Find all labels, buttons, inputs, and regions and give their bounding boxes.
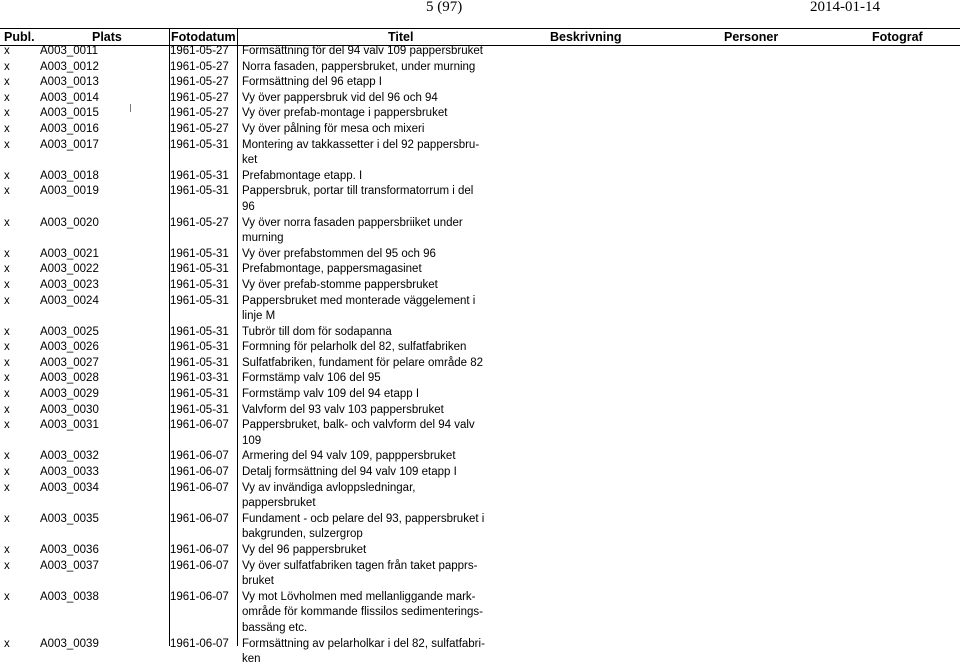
table-row: [0, 60, 960, 76]
titel-line: Formstämp valv 106 del 95: [242, 372, 381, 385]
titel-cell: [242, 138, 492, 169]
publ-cell: x: [4, 91, 10, 104]
titel-cell: [242, 512, 492, 543]
plats-cell: A003_0018: [40, 169, 99, 182]
plats-cell: A003_0020: [40, 216, 99, 229]
publ-cell: x: [4, 45, 10, 57]
titel-line: Formsättning för del 94 valv 109 pappersbruket: [242, 45, 483, 57]
table-row: [0, 465, 960, 481]
titel-line: Prefabmontage etapp. I: [242, 169, 363, 182]
plats-cell: A003_0029: [40, 388, 99, 401]
fotodatum-cell: 1961-05-31: [170, 263, 229, 276]
plats-cell: A003_0011: [40, 45, 98, 57]
titel-line: Vy över pålning för mesa och mixeri: [242, 122, 425, 135]
titel-line: Vy mot Lövholmen med mellanliggande mark-: [242, 590, 476, 603]
titel-line: Vy över sulfatfabriken tagen från taket papprs-: [242, 559, 478, 572]
titel-line: 109: [242, 434, 262, 447]
publ-cell: x: [4, 372, 10, 385]
plats-cell: A003_0015: [40, 107, 99, 120]
publ-cell: x: [4, 263, 10, 276]
plats-cell: A003_0023: [40, 278, 99, 291]
titel-line: bakgrunden, sulzergrop: [242, 528, 363, 541]
titel-cell: [242, 559, 492, 590]
table-row: [0, 91, 960, 107]
publ-cell: x: [4, 76, 10, 89]
publ-cell: x: [4, 388, 10, 401]
publ-cell: x: [4, 278, 10, 291]
titel-cell: [242, 262, 492, 278]
publ-cell: x: [4, 356, 10, 369]
titel-line: Montering av takkassetter i del 92 pappersbru-: [242, 138, 480, 151]
titel-cell: [242, 184, 492, 215]
plats-cell: A003_0039: [40, 637, 99, 650]
fotodatum-cell: 1961-05-31: [170, 388, 229, 401]
titel-line: ken: [242, 653, 261, 666]
fotodatum-cell: 1961-06-07: [170, 637, 229, 650]
plats-cell: A003_0013: [40, 76, 99, 89]
table-row: [0, 278, 960, 294]
plats-cell: A003_0035: [40, 512, 99, 525]
plats-cell: A003_0030: [40, 403, 99, 416]
titel-line: Formsättning av pelarholkar i del 82, sulfatfabri-: [242, 637, 485, 650]
titel-cell: [242, 481, 492, 512]
table-row: [0, 106, 960, 122]
page-number: 5 (97): [426, 0, 463, 15]
titel-line: Sulfatfabriken, fundament för pelare område 82: [242, 356, 484, 369]
fotodatum-cell: 1961-06-07: [170, 544, 229, 556]
titel-cell: [242, 387, 492, 403]
col-header-plats: Plats: [92, 30, 122, 44]
publ-cell: x: [4, 590, 10, 603]
titel-line: linje M: [242, 310, 276, 323]
table-row: [0, 169, 960, 185]
col-header-beskrivning: Beskrivning: [550, 30, 622, 44]
fotodatum-cell: 1961-06-07: [170, 559, 229, 572]
fotodatum-cell: 1961-05-31: [170, 278, 229, 291]
titel-line: Prefabmontage, pappersmagasinet: [242, 263, 422, 276]
fotodatum-cell: 1961-05-31: [170, 169, 229, 182]
plats-cell: A003_0012: [40, 60, 99, 73]
plats-cell: A003_0017: [40, 138, 99, 151]
fotodatum-cell: 1961-05-27: [170, 122, 229, 135]
titel-line: område för kommande flissilos sedimenterings-: [242, 606, 483, 619]
fotodatum-cell: 1961-06-07: [170, 419, 229, 432]
table-row: [0, 356, 960, 372]
fotodatum-cell: 1961-06-07: [170, 466, 229, 479]
table-row: [0, 216, 960, 247]
titel-line: Armering del 94 valv 109, papppersbruket: [242, 450, 456, 463]
titel-line: Detalj formsättning del 94 valv 109 etapp I: [242, 466, 457, 479]
titel-line: Vy över pappersbruk vid del 96 och 94: [242, 91, 438, 104]
titel-line: Pappersbruket med monterade väggelement i: [242, 294, 476, 307]
publ-cell: x: [4, 138, 10, 151]
titel-line: Norra fasaden, pappersbruket, under murning: [242, 60, 476, 73]
col-header-fotograf: Fotograf: [872, 30, 923, 44]
titel-line: Tubrör till dom för sodapanna: [242, 325, 392, 338]
catalog-table-body: [0, 44, 960, 668]
plats-cell: A003_0026: [40, 341, 99, 354]
titel-cell: [242, 75, 492, 91]
titel-cell: [242, 216, 492, 247]
plats-cell: A003_0025: [40, 325, 99, 338]
table-row: [0, 371, 960, 387]
titel-line: murning: [242, 232, 284, 245]
plats-cell: A003_0034: [40, 481, 99, 494]
titel-cell: [242, 418, 492, 449]
plats-cell: A003_0038: [40, 590, 99, 603]
fotodatum-cell: 1961-05-27: [170, 45, 229, 57]
fotodatum-cell: 1961-05-31: [170, 294, 229, 307]
titel-cell: [242, 340, 492, 356]
titel-line: Formning för pelarholk del 82, sulfatfabriken: [242, 341, 467, 354]
fotodatum-cell: 1961-05-31: [170, 185, 229, 198]
table-row: [0, 247, 960, 263]
titel-line: Vy av invändiga avloppsledningar, pappersbruket: [242, 481, 416, 510]
titel-cell: [242, 247, 492, 263]
titel-cell: [242, 543, 492, 559]
publ-cell: x: [4, 481, 10, 494]
fotodatum-cell: 1961-05-27: [170, 91, 229, 104]
plats-cell: A003_0024: [40, 294, 99, 307]
plats-cell: A003_0028: [40, 372, 99, 385]
plats-cell: A003_0031: [40, 419, 99, 432]
table-row: [0, 637, 960, 668]
titel-line: 96: [242, 200, 255, 213]
table-row: [0, 403, 960, 419]
titel-cell: [242, 122, 492, 138]
plats-cell: A003_0027: [40, 356, 99, 369]
table-row: [0, 44, 960, 60]
fotodatum-cell: 1961-05-27: [170, 107, 229, 120]
titel-line: Valvform del 93 valv 103 pappersbruket: [242, 403, 444, 416]
publ-cell: x: [4, 60, 10, 73]
fotodatum-cell: 1961-05-27: [170, 216, 229, 229]
titel-line: Pappersbruk, portar till transformatorrum i del: [242, 185, 474, 198]
titel-cell: [242, 169, 492, 185]
plats-cell: A003_0037: [40, 559, 99, 572]
table-row: [0, 559, 960, 590]
titel-line: Vy del 96 pappersbruket: [242, 544, 367, 556]
table-row: [0, 543, 960, 559]
titel-line: bruket: [242, 575, 274, 588]
titel-line: Vy över prefab-montage i pappersbruket: [242, 107, 448, 120]
publ-cell: x: [4, 512, 10, 525]
titel-cell: [242, 44, 492, 60]
fotodatum-cell: 1961-05-27: [170, 60, 229, 73]
fotodatum-cell: 1961-06-07: [170, 512, 229, 525]
publ-cell: x: [4, 466, 10, 479]
table-row: [0, 138, 960, 169]
titel-cell: [242, 60, 492, 76]
titel-line: Vy över norra fasaden pappersbriiket under: [242, 216, 463, 229]
plats-cell: A003_0021: [40, 247, 99, 260]
plats-cell: A003_0019: [40, 185, 99, 198]
publ-cell: x: [4, 122, 10, 135]
publ-cell: x: [4, 169, 10, 182]
publ-cell: x: [4, 185, 10, 198]
table-row: [0, 387, 960, 403]
plats-cell: A003_0032: [40, 450, 99, 463]
publ-cell: x: [4, 419, 10, 432]
table-row: [0, 418, 960, 449]
titel-cell: [242, 278, 492, 294]
titel-line: Vy över prefabstommen del 95 och 96: [242, 247, 436, 260]
titel-cell: [242, 356, 492, 372]
publ-cell: x: [4, 544, 10, 556]
titel-cell: [242, 590, 492, 637]
page-date: 2014-01-14: [810, 0, 880, 15]
titel-line: Formsättning del 96 etapp I: [242, 76, 382, 89]
table-row: [0, 262, 960, 278]
titel-cell: [242, 449, 492, 465]
col-header-personer: Personer: [724, 30, 779, 44]
titel-cell: [242, 106, 492, 122]
table-row: [0, 449, 960, 465]
publ-cell: x: [4, 450, 10, 463]
col-header-titel: Titel: [388, 30, 414, 44]
table-row: [0, 340, 960, 356]
publ-cell: x: [4, 341, 10, 354]
titel-cell: [242, 637, 492, 668]
table-row: [0, 122, 960, 138]
col-header-publ: Publ.: [4, 30, 35, 44]
publ-cell: x: [4, 294, 10, 307]
table-row: [0, 294, 960, 325]
table-row: [0, 481, 960, 512]
fotodatum-cell: 1961-05-27: [170, 76, 229, 89]
titel-cell: [242, 465, 492, 481]
fotodatum-cell: 1961-05-31: [170, 341, 229, 354]
titel-line: Pappersbruket, balk- och valvform del 94 valv: [242, 419, 475, 432]
plats-cell: A003_0022: [40, 263, 99, 276]
publ-cell: x: [4, 107, 10, 120]
plats-cell: A003_0016: [40, 122, 99, 135]
table-row: [0, 512, 960, 543]
fotodatum-cell: 1961-06-07: [170, 481, 229, 494]
titel-line: ket: [242, 154, 258, 167]
publ-cell: x: [4, 637, 10, 650]
col-header-fotodatum: Fotodatum: [171, 30, 236, 44]
titel-line: Formstämp valv 109 del 94 etapp I: [242, 388, 420, 401]
fotodatum-cell: 1961-06-07: [170, 590, 229, 603]
titel-cell: [242, 403, 492, 419]
publ-cell: x: [4, 325, 10, 338]
table-row: [0, 75, 960, 91]
publ-cell: x: [4, 216, 10, 229]
table-row: [0, 184, 960, 215]
titel-line: Fundament - ocb pelare del 93, pappersbruket i: [242, 512, 485, 525]
plats-cell: A003_0014: [40, 91, 99, 104]
publ-cell: x: [4, 559, 10, 572]
fotodatum-cell: 1961-05-31: [170, 403, 229, 416]
fotodatum-cell: 1961-05-31: [170, 325, 229, 338]
titel-cell: [242, 371, 492, 387]
table-row: [0, 325, 960, 341]
titel-line: bassäng etc.: [242, 621, 308, 634]
titel-cell: [242, 294, 492, 325]
publ-cell: x: [4, 247, 10, 260]
titel-cell: [242, 325, 492, 341]
header-top-rule: [0, 28, 960, 29]
fotodatum-cell: 1961-03-31: [170, 372, 229, 385]
plats-cell: A003_0033: [40, 466, 99, 479]
publ-cell: x: [4, 403, 10, 416]
fotodatum-cell: 1961-05-31: [170, 356, 229, 369]
table-row: [0, 590, 960, 637]
titel-cell: [242, 91, 492, 107]
fotodatum-cell: 1961-06-07: [170, 450, 229, 463]
fotodatum-cell: 1961-05-31: [170, 247, 229, 260]
plats-cell: A003_0036: [40, 544, 99, 556]
titel-line: Vy över prefab-stomme pappersbruket: [242, 278, 438, 291]
fotodatum-cell: 1961-05-31: [170, 138, 229, 151]
